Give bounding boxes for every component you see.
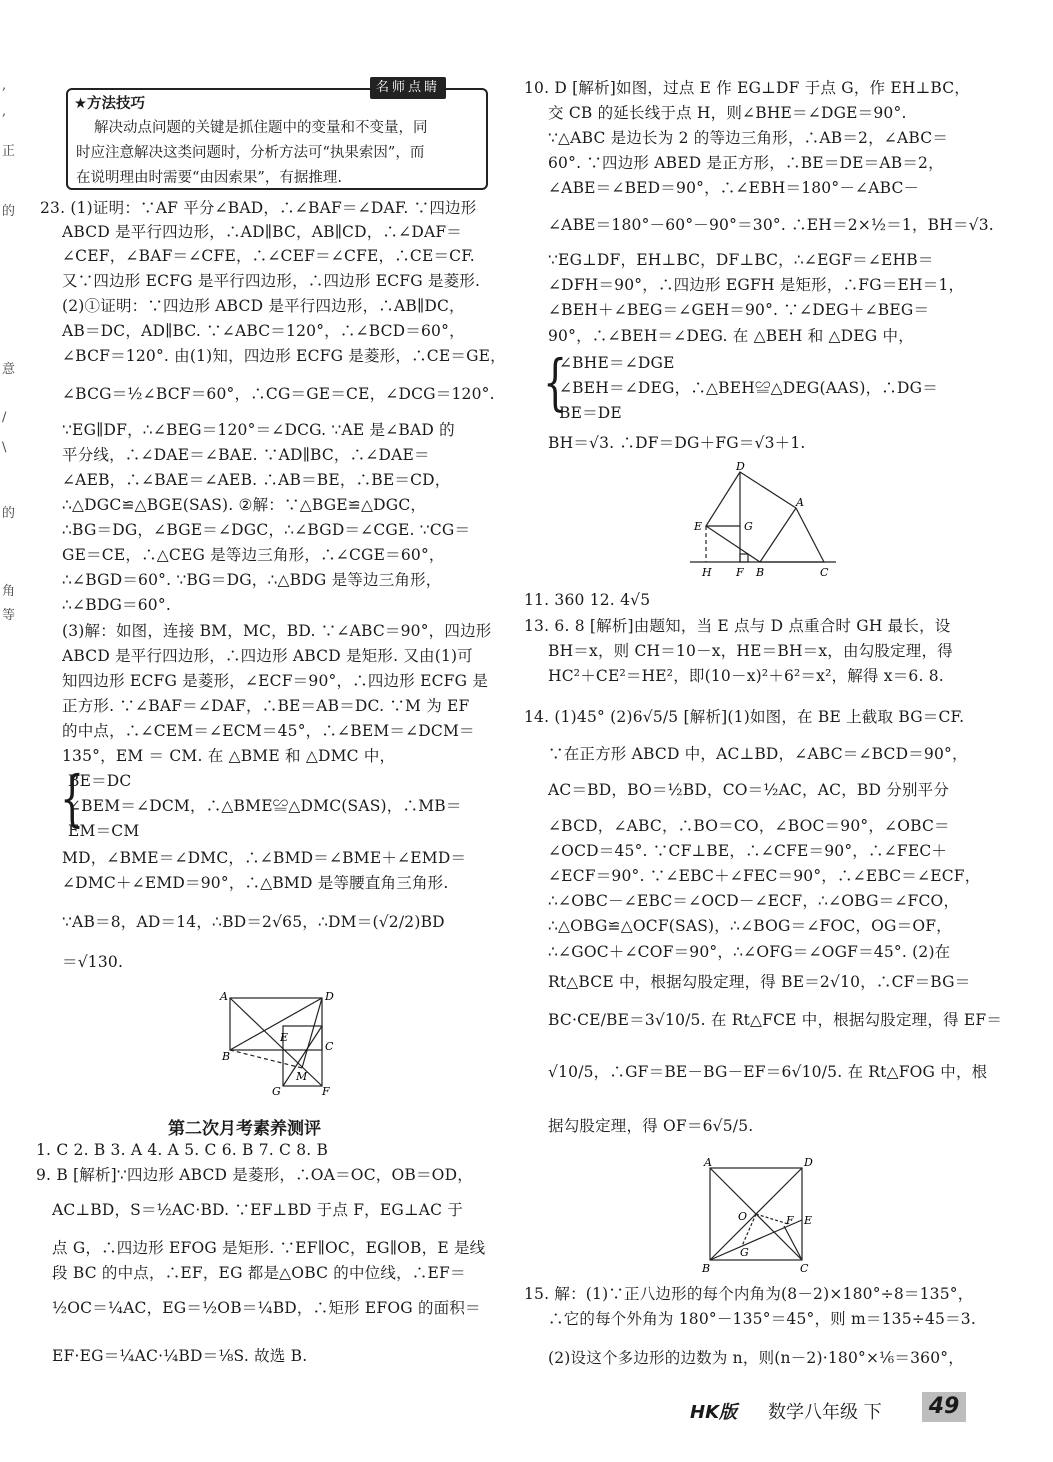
answer-line: ∠AEB，∴∠BAE＝∠AEB. ∴AB＝BE，∴BE＝CD， <box>62 471 451 489</box>
edge-mark: 的 <box>2 506 16 521</box>
answer-line: ½OC＝¼AC，EG＝½OB＝¼BD，∴矩形 EFOG 的面积＝ <box>52 1299 481 1317</box>
tip-line: 解决动点问题的关键是抓住题中的变量和不变量，同 <box>94 120 428 136</box>
answer-line: 15. 解：(1)∵正八边形的每个内角为(8－2)×180°÷8＝135°， <box>524 1285 974 1303</box>
answer-line: ∴△OBG≌△OCF(SAS)，∴∠BOG＝∠FOC，OG＝OF， <box>548 917 952 935</box>
answer-line: ∴∠OBC－∠EBC＝∠OCD－∠ECF，∴∠OBG＝∠FCO， <box>548 892 960 910</box>
answer-line: ∠BCD，∠ABC，∴BO＝CO，∠BOC＝90°，∠OBC＝ <box>548 817 950 835</box>
answer-line: ∴BG＝DG，∠BGE＝∠DGC，∴∠BGD＝∠CGE. ∵CG＝ <box>62 521 471 539</box>
answer-line: 23. (1)证明：∵AF 平分∠BAD，∴∠BAF＝∠DAF. ∵四边形 <box>40 199 477 217</box>
answer-line: ∵EG∥DF，∴∠BEG＝120°＝∠DCG. ∵AE 是∠BAD 的 <box>62 421 455 439</box>
answer-line: ∵在正方形 ABCD 中，AC⊥BD，∠ABC＝∠BCD＝90°， <box>548 745 968 763</box>
figure-label: D <box>736 460 745 473</box>
answer-line: BE＝DC <box>68 772 132 790</box>
edge-mark: , <box>2 78 7 93</box>
answer-line: MD，∠BME＝∠DMC，∴∠BMD＝∠BME＋∠EMD＝ <box>62 849 467 867</box>
answer-line: BH＝√3. ∴DF＝DG＋FG＝√3＋1. <box>548 434 806 452</box>
edge-mark: \ <box>2 440 7 455</box>
answer-line: 14. (1)45° (2)6√5/5 [解析](1)如图，在 BE 上截取 BG＝CF. <box>524 708 965 726</box>
figure-label: C <box>820 566 829 579</box>
answer-line: AC⊥BD，S＝½AC·BD. ∵EF⊥BD 于点 F，EG⊥AC 于 <box>52 1201 464 1219</box>
answer-line: 9. B [解析]∵四边形 ABCD 是菱形，∴OA＝OC，OB＝OD， <box>36 1166 473 1184</box>
edge-mark: 角 <box>2 584 16 599</box>
answer-line: ∠BCG＝½∠BCF＝60°，∴CG＝GE＝CE，∠DCG＝120°. <box>62 385 495 403</box>
edge-mark: / <box>2 410 7 425</box>
answer-line: ∠BEH＝∠DEG，∴△BEH≌△DEG(AAS)，∴DG＝ <box>559 379 938 397</box>
edge-mark: , <box>2 104 7 119</box>
tip-line: 在说明理由时需要“由因索果”，有据推理. <box>76 170 342 186</box>
figure-square-triangle <box>686 458 846 583</box>
figure-label: M <box>296 1070 308 1083</box>
answer-line: ∠DMC＋∠EMD＝90°，∴△BMD 是等腰直角三角形. <box>62 874 449 892</box>
figure-label: F <box>786 1214 794 1227</box>
answer-line: 正方形. ∵∠BAF＝∠DAF，∴BE＝AB＝DC. ∵M 为 EF <box>62 697 470 715</box>
answer-line: 点 G，∴四边形 EFOG 是矩形. ∵EF∥OC，EG∥OB，E 是线 <box>52 1239 486 1257</box>
section-title: 第二次月考素养测评 <box>168 1119 321 1139</box>
answer-line: BH＝x，则 CH＝10－x，HE＝BH＝x，由勾股定理，得 <box>548 642 953 660</box>
answer-line: (3)解：如图，连接 BM，MC，BD. ∵∠ABC＝90°，四边形 <box>62 622 492 640</box>
answer-line: AB＝DC，AD∥BC. ∵∠ABC＝120°，∴∠BCD＝60°， <box>62 322 465 340</box>
tip-line: 时应注意解决这类问题时，分析方法可“执果索因”，而 <box>76 145 425 161</box>
answer-line: ∵EG⊥DF，EH⊥BC，DF⊥BC，∴∠EGF＝∠EHB＝ <box>548 251 934 269</box>
answer-line: AC＝BD，BO＝½BD，CO＝½AC，AC，BD 分别平分 <box>548 781 950 799</box>
figure-label: F <box>322 1085 330 1098</box>
answer-line: 135°，EM ＝ CM. 在 △BME 和 △DMC 中， <box>62 747 396 765</box>
answer-line: 段 BC 的中点，∴EF，EG 都是△OBC 的中位线，∴EF＝ <box>52 1264 466 1282</box>
answer-line: (2)设这个多边形的边数为 n，则(n－2)·180°×⅙＝360°， <box>548 1349 964 1367</box>
page-number: 49 <box>922 1392 966 1422</box>
edge-mark: 正 <box>2 144 16 159</box>
answer-line: ∠BHE＝∠DGE <box>559 354 675 372</box>
figure-label: C <box>800 1262 809 1274</box>
figure-label: E <box>694 520 703 533</box>
figure-label: D <box>804 1156 813 1169</box>
answer-line: 平分线，∴∠DAE＝∠BAE. ∵AD∥BC，∴∠DAE＝ <box>62 446 430 464</box>
footer-subject: 数学八年级 下 <box>768 1402 882 1423</box>
answer-line: BC·CE/BE＝3√10/5. 在 Rt△FCE 中，根据勾股定理，得 EF＝ <box>548 1011 1003 1029</box>
answer-line: ABCD 是平行四边形，∴AD∥BC，AB∥CD，∴∠DAF＝ <box>62 223 462 241</box>
answer-line: 交 CB 的延长线于点 H，则∠BHE＝∠DGE＝90°. <box>548 104 907 122</box>
answer-line: EF·EG＝¼AC·¼BD＝⅛S. 故选 B. <box>52 1347 308 1365</box>
answer-line: ABCD 是平行四边形，∴四边形 ABCD 是矩形. 又由(1)可 <box>62 647 474 665</box>
figure-label: G <box>740 1246 749 1259</box>
answer-line: √10/5，∴GF＝BE－BG－EF＝6√10/5. 在 Rt△FOG 中，根 <box>548 1063 988 1081</box>
answer-line: ∴它的每个外角为 180°－135°＝45°，则 m＝135÷45＝3. <box>548 1310 976 1328</box>
answer-line: ∠ABE＝180°－60°－90°＝30°. ∴EH＝2×½＝1，BH＝√3. <box>548 216 994 234</box>
figure-rectangle-square <box>216 988 346 1098</box>
answer-line: 又∵四边形 ECFG 是平行四边形，∴四边形 ECFG 是菱形. <box>62 272 481 290</box>
system-brace: { <box>60 763 85 834</box>
edge-mark: 的 <box>2 204 16 219</box>
answer-line: EM＝CM <box>68 822 140 840</box>
figure-square-diagonals <box>700 1154 820 1274</box>
figure-label: E <box>804 1214 813 1227</box>
answer-line: 10. D [解析]如图，过点 E 作 EG⊥DF 于点 G，作 EH⊥BC， <box>524 79 970 97</box>
figure-label: B <box>222 1050 231 1063</box>
answer-line: 11. 360 12. 4√5 <box>524 591 651 609</box>
answer-line: 13. 6. 8 [解析]由题知，当 E 点与 D 点重合时 GH 最长，设 <box>524 617 951 635</box>
figure-label: G <box>272 1085 281 1098</box>
figure-label: D <box>325 990 334 1003</box>
figure-label: B <box>702 1262 711 1274</box>
answer-line: ∴△DGC≌△BGE(SAS). ②解：∵△BGE≌△DGC， <box>62 496 427 514</box>
answer-line: ∵AB＝8，AD＝14，∴BD＝2√65，∴DM＝(√2/2)BD <box>62 913 445 931</box>
answer-line: Rt△BCE 中，根据勾股定理，得 BE＝2√10，∴CF＝BG＝ <box>548 973 971 991</box>
figure-label: O <box>738 1210 748 1223</box>
tip-title: ★方法技巧 <box>74 96 145 112</box>
answer-line: ∴∠BGD＝60°. ∵BG＝DG，∴△BDG 是等边三角形， <box>62 571 442 589</box>
tip-badge: 名师点睛 <box>370 77 446 99</box>
answer-line: HC²＋CE²＝HE²，即(10－x)²＋6²＝x²，解得 x＝6. 8. <box>548 667 944 685</box>
answer-line: GE＝CE，∴△CEG 是等边三角形，∴∠CGE＝60°， <box>62 546 445 564</box>
figure-label: B <box>756 566 765 579</box>
answer-line: ∠OCD＝45°. ∵CF⊥BE，∴∠CFE＝90°，∴∠FEC＋ <box>548 842 948 860</box>
answer-line: 知四边形 ECFG 是菱形，∠ECF＝90°，∴四边形 ECFG 是 <box>62 672 489 690</box>
answer-line: ∠ECF＝90°. ∵∠EBC＋∠FEC＝90°，∴∠EBC＝∠ECF， <box>548 867 981 885</box>
figure-label: A <box>796 496 804 509</box>
answer-line: 的中点，∴∠CEM＝∠ECM＝45°，∴∠BEM＝∠DCM＝ <box>62 722 475 740</box>
footer-version: HK版 <box>690 1402 738 1423</box>
figure-label: H <box>702 566 712 579</box>
answer-line: ∴∠BDG＝60°. <box>62 596 171 614</box>
edge-mark: 意 <box>2 362 16 377</box>
figure-label: A <box>220 990 228 1003</box>
answer-line: 60°. ∵四边形 ABED 是正方形，∴BE＝DE＝AB＝2， <box>548 154 944 172</box>
answer-line: ∠DFH＝90°，∴四边形 EGFH 是矩形，∴FG＝EH＝1， <box>548 276 965 294</box>
figure-label: E <box>280 1031 289 1044</box>
system-brace: { <box>543 347 568 418</box>
figure-label: C <box>325 1040 334 1053</box>
answer-line: 1. C 2. B 3. A 4. A 5. C 6. B 7. C 8. B <box>36 1141 329 1159</box>
answer-line: ＝√130. <box>62 953 124 971</box>
answer-line: ∴∠GOC＋∠COF＝90°，∴∠OFG＝∠OGF＝45°. (2)在 <box>548 943 951 961</box>
figure-label: F <box>736 566 744 579</box>
answer-line: ∠BEH＋∠BEG＝∠GEH＝90°. ∵∠DEG＋∠BEG＝ <box>548 301 930 319</box>
edge-mark: 等 <box>2 608 16 623</box>
figure-label: A <box>704 1156 712 1169</box>
answer-line: (2)①证明：∵四边形 ABCD 是平行四边形，∴AB∥DC， <box>62 297 465 315</box>
answer-line: BE＝DE <box>559 404 622 422</box>
answer-line: ∠BCF＝120°. 由(1)知，四边形 ECFG 是菱形，∴CE＝GE， <box>62 347 506 365</box>
figure-label: G <box>744 520 753 533</box>
answer-line: 据勾股定理，得 OF＝6√5/5. <box>548 1117 754 1135</box>
answer-line: ∠CEF，∠BAF＝∠CFE，∴∠CEF＝∠CFE，∴CE＝CF. <box>62 247 475 265</box>
answer-line: 90°，∴∠BEH＝∠DEG. 在 △BEH 和 △DEG 中， <box>548 327 914 345</box>
answer-line: ∠BEM＝∠DCM，∴△BME≌△DMC(SAS)，∴MB＝ <box>68 797 462 815</box>
answer-line: ∠ABE＝∠BED＝90°，∴∠EBH＝180°－∠ABC－ <box>548 179 920 197</box>
answer-line: ∵△ABC 是边长为 2 的等边三角形，∴AB＝2，∠ABC＝ <box>548 129 949 147</box>
